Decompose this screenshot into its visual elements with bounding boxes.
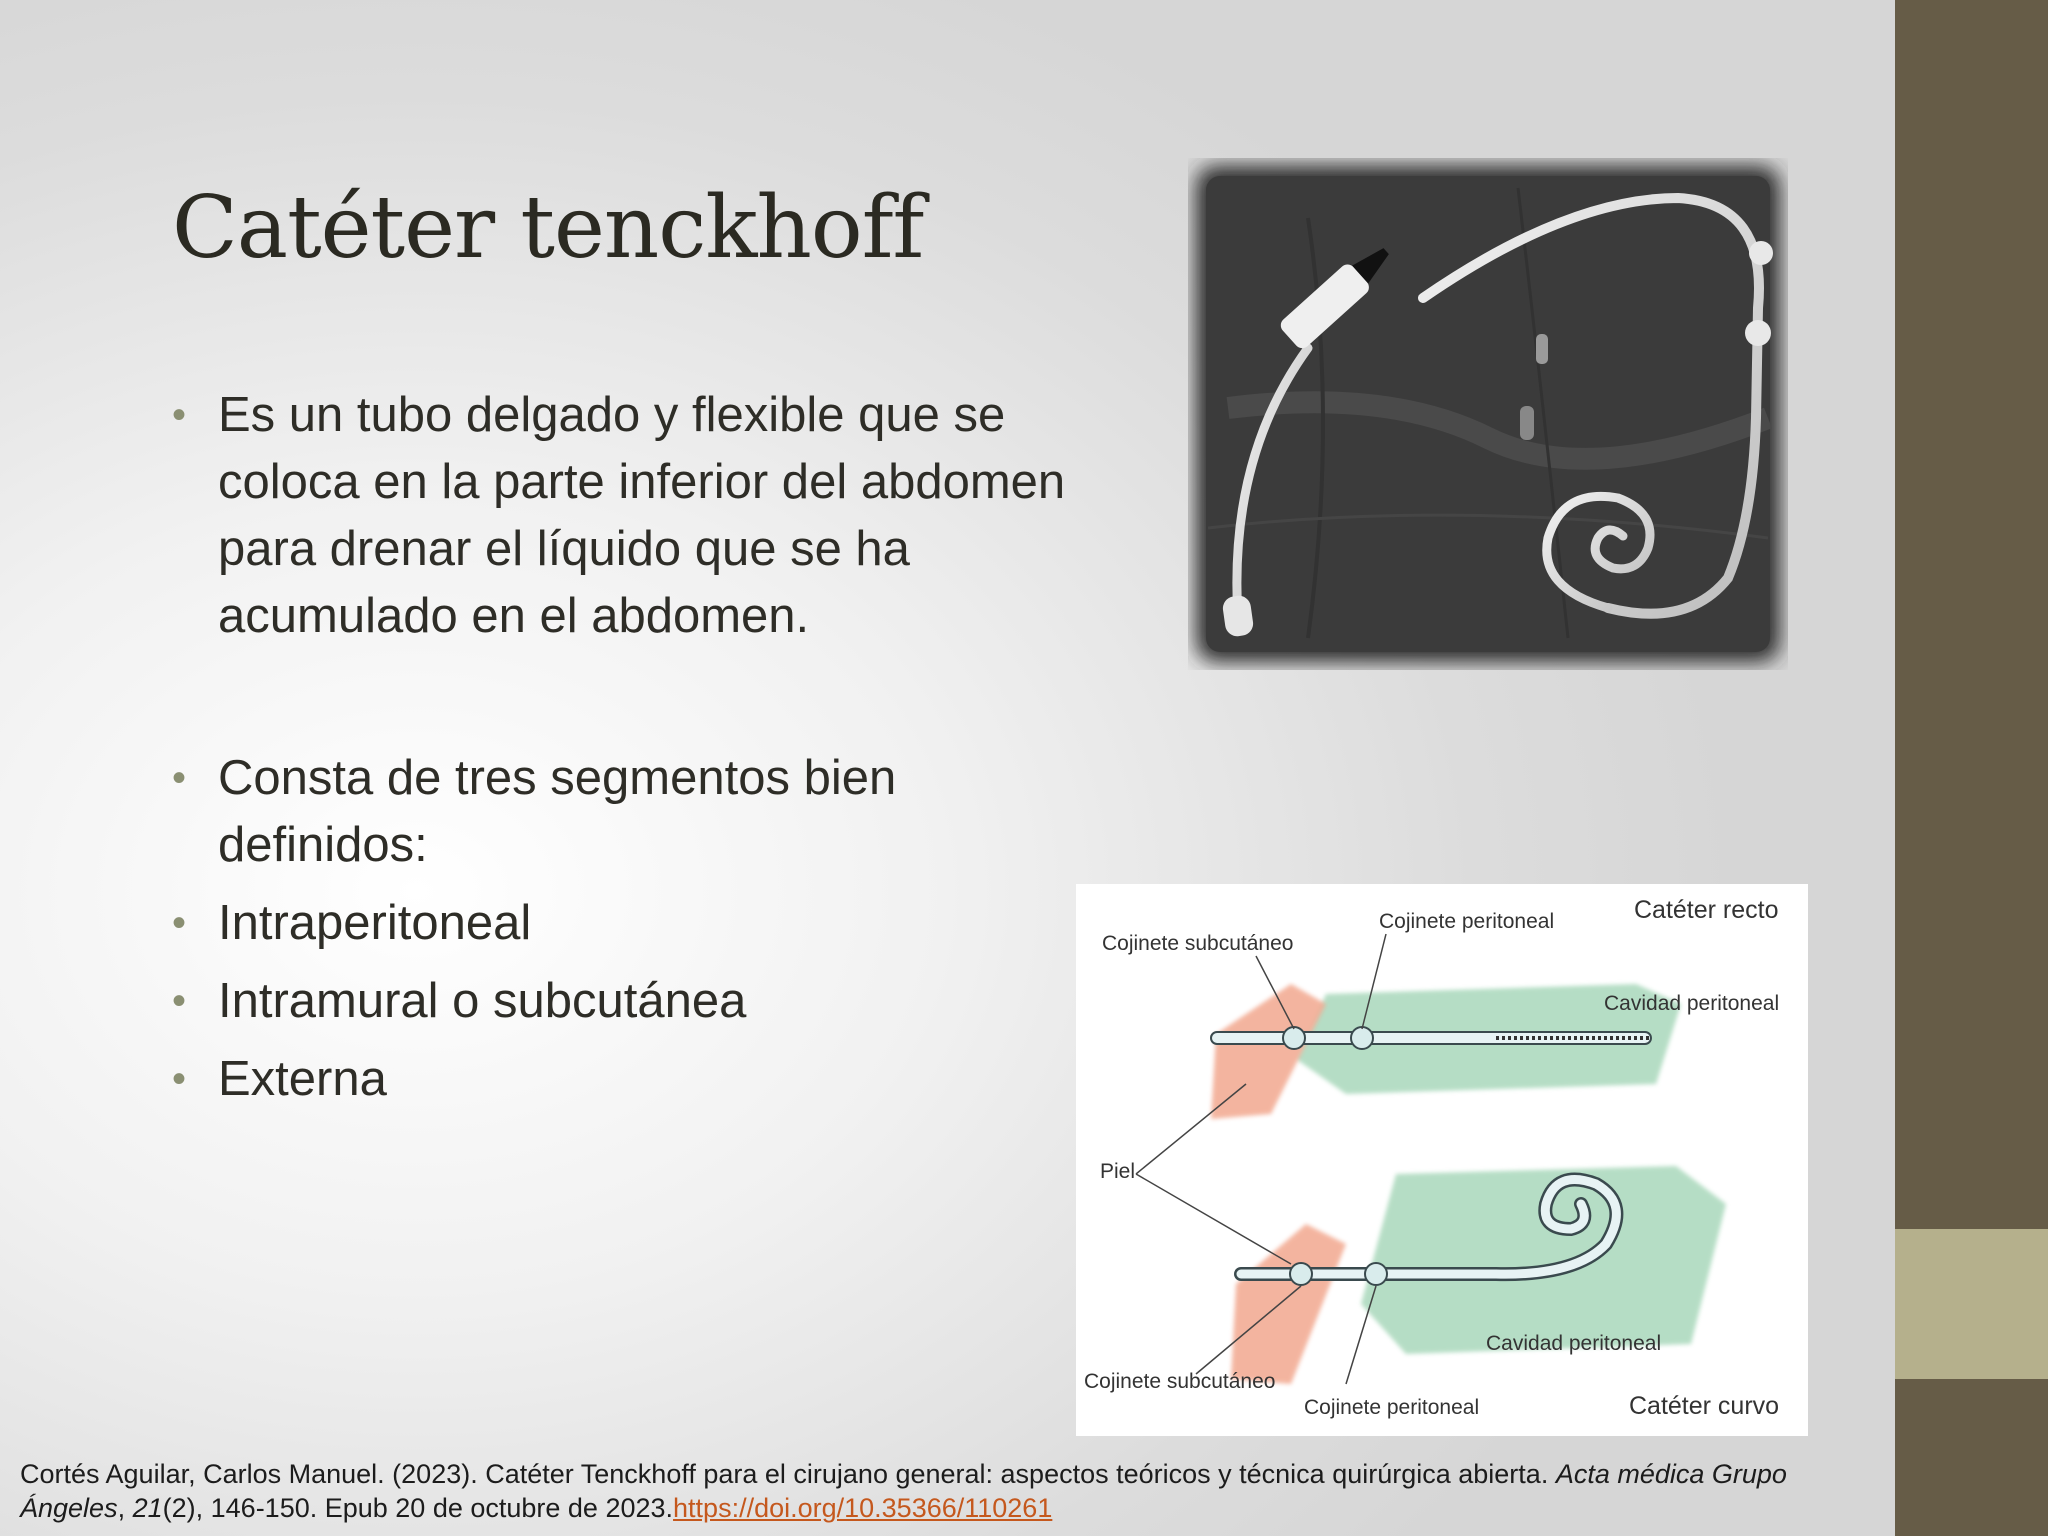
label-cavidad-peritoneal-bottom: Cavidad peritoneal [1486,1332,1662,1355]
label-cojinete-subcutaneo-bottom: Cojinete subcutáneo [1084,1370,1276,1393]
bullet-list-bottom [172,745,972,1124]
bullet-dot-icon: • [172,979,187,1023]
doi-link[interactable]: https://doi.org/10.35366/110261 [673,1493,1053,1523]
catheter-diagram [1076,884,1808,1436]
citation: Cortés Aguilar, Carlos Manuel. (2023). Catéter Tenckhoff para el cirujano general: aspectos teóricos y técnica quirúrgica abierta. Acta médica Grupo Ángeles, 21(2), 146-150. Epub 20 de octubre de 2023.https://doi.org/10.35366/110261 [20,1459,1787,1523]
bullet-item: • Intramural o subcutánea [172,968,972,1035]
bullet-list-top [172,382,1152,650]
bullet-dot-icon: • [172,901,187,945]
label-cavidad-peritoneal-top: Cavidad peritoneal [1604,992,1780,1015]
label-cojinete-subcutaneo-top: Cojinete subcutáneo [1102,932,1294,955]
label-cojinete-peritoneal-bottom: Cojinete peritoneal [1304,1396,1480,1419]
bullet-item: • Es un tubo delgado y flexible que se coloca en la parte inferior del abdomen para drenar el líquido que se ha acumulado en el abdomen. [172,382,1152,650]
label-cojinete-peritoneal-top: Cojinete peritoneal [1379,910,1555,933]
label-piel: Piel [1100,1160,1136,1183]
label-cateter-curvo: Catéter curvo [1629,1392,1780,1420]
bullet-item: • Externa [172,1046,972,1113]
sidebar-accent-band [1895,1229,2048,1379]
sidebar-decoration [1895,0,2048,1536]
label-cateter-recto: Catéter recto [1634,896,1779,924]
bullet-dot-icon: • [172,1057,187,1101]
bullet-dot-icon: • [172,393,187,437]
bullet-item: • Consta de tres segmentos bien definidos: [172,745,972,879]
slide-title: Catéter tenckhoff [172,178,924,278]
bullet-item: • Intraperitoneal [172,890,972,957]
catheter-photo [1188,158,1788,670]
bullet-dot-icon: • [172,756,187,800]
